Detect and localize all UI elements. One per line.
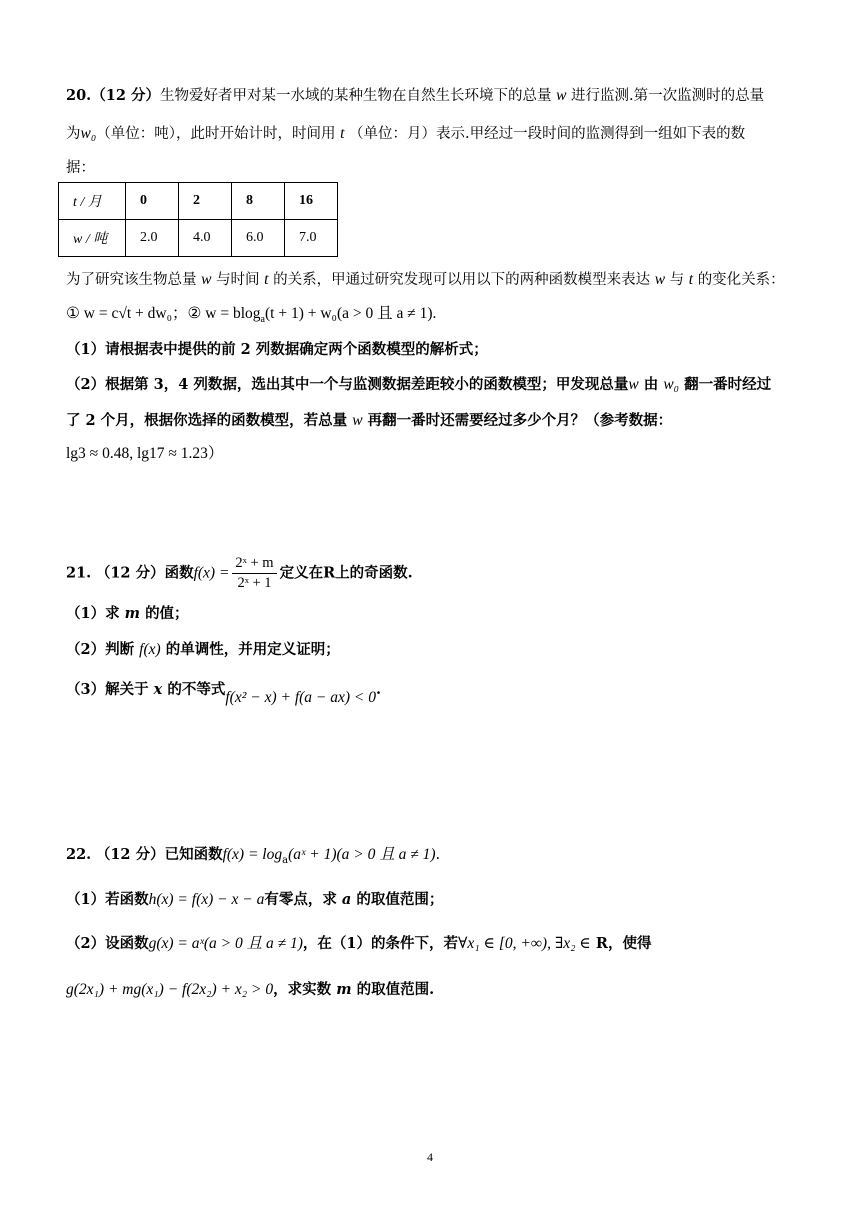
q20-part1: （1）请根据表中提供的前 2 列数据确定两个函数模型的解析式； bbox=[66, 341, 488, 358]
q21-part3 bbox=[66, 680, 806, 706]
text: 了 2 个月，根据你选择的函数模型，若总量 bbox=[66, 412, 348, 429]
period: . bbox=[432, 305, 437, 322]
q21-line1 bbox=[66, 554, 806, 593]
q21-number: 21. bbox=[66, 564, 92, 582]
var-w: w bbox=[654, 271, 666, 288]
var-t: t bbox=[264, 271, 269, 288]
q20-text: 生物爱好者甲对某一水域的某种生物在自然生长环境下的总量 bbox=[159, 88, 552, 104]
var-w: w bbox=[352, 412, 363, 429]
q22-score: （12 分）已知函数 bbox=[95, 846, 223, 863]
var-x: x bbox=[153, 681, 163, 698]
text: 为了研究该生物总量 bbox=[66, 272, 197, 288]
var-m: m bbox=[336, 981, 352, 998]
quantifier: ∀x₁ ∈ [0, +∞), ∃x₂ ∈ bbox=[458, 935, 591, 952]
period: . bbox=[435, 847, 441, 863]
text: 的取值范围. bbox=[356, 981, 435, 998]
q21-score: （12 分）函数 bbox=[95, 564, 194, 582]
q20-reference-data: lg3 ≈ 0.48, lg17 ≈ 1.23） bbox=[66, 445, 224, 462]
q20-text-b: 进行监测.第一次监测时的总量 bbox=[571, 88, 765, 104]
q20-part2-line1 bbox=[66, 375, 806, 395]
text: 上的奇函数. bbox=[335, 564, 413, 582]
q22-part2-line1 bbox=[66, 934, 806, 954]
q22-line1 bbox=[66, 845, 806, 871]
table-row bbox=[59, 220, 338, 257]
var-t: t bbox=[688, 271, 694, 288]
q21-part2 bbox=[66, 640, 806, 660]
text: （2）根据第 3，4 列数据，选出其中一个与监测数据差距较小的函数模型；甲发现总量 bbox=[66, 376, 629, 393]
q20-score: （12 分） bbox=[91, 87, 160, 104]
text: （1）求 bbox=[66, 605, 120, 622]
text: 的关系，甲通过研究发现可以用以下的两种函数模型来表达 bbox=[273, 272, 651, 288]
q21-part1 bbox=[66, 604, 806, 624]
table-cell: 16 bbox=[285, 183, 338, 220]
table-cell: 2 bbox=[179, 183, 232, 220]
table-cell: 2.0 bbox=[126, 220, 179, 257]
text: 的不等式 bbox=[167, 681, 226, 698]
text: 的变化关系： bbox=[697, 272, 785, 288]
var-w: w bbox=[628, 376, 639, 393]
q20-part2-line2 bbox=[66, 411, 806, 431]
model-1: ① w = c√t + dw₀ bbox=[66, 305, 172, 322]
var-t: t bbox=[340, 125, 345, 142]
text: 翻一番时经过 bbox=[684, 376, 772, 393]
text: ，在（1）的条件下，若 bbox=[302, 935, 459, 952]
data-table bbox=[58, 182, 338, 257]
h-def: h(x) = f(x) − x − a bbox=[148, 891, 265, 908]
q20-text: （单位：月）表示.甲经过一段时间的监测得到一组如下表的数 bbox=[349, 126, 746, 142]
text: 由 bbox=[643, 376, 659, 393]
set-R: R bbox=[323, 564, 336, 582]
set-R: R bbox=[595, 935, 608, 952]
q20-models bbox=[66, 304, 806, 330]
log-base: a bbox=[260, 314, 265, 326]
denominator: 2ˣ + 1 bbox=[237, 575, 272, 591]
text: 的取值范围； bbox=[356, 891, 444, 908]
period: . bbox=[376, 681, 382, 698]
text: 定义在 bbox=[279, 564, 324, 582]
table-row bbox=[59, 183, 338, 220]
table-header-t: t / 月 bbox=[59, 183, 126, 220]
var-w0: w₀ bbox=[80, 125, 97, 142]
condition: g(2x₁) + mg(x₁) − f(2x₂) + x₂ > 0 bbox=[66, 981, 274, 998]
text: 的单调性，并用定义证明； bbox=[165, 641, 340, 658]
table-cell: 8 bbox=[232, 183, 285, 220]
q22-part1 bbox=[66, 890, 806, 910]
inequality: f(x² − x) + f(a − ax) < 0 bbox=[225, 689, 377, 706]
text: 再翻一番时还需要经过多少个月？（参考数据： bbox=[367, 412, 673, 429]
q20-line1 bbox=[66, 86, 806, 106]
model-2-rest: (t + 1) + w₀(a > 0 且 a ≠ 1) bbox=[264, 305, 433, 322]
text: （3）解关于 bbox=[66, 681, 149, 698]
var-w: w bbox=[201, 271, 212, 288]
var-w: w bbox=[556, 87, 567, 104]
fx: f(x) bbox=[139, 641, 161, 658]
text: ，求实数 bbox=[273, 981, 332, 998]
text: 有零点，求 bbox=[264, 891, 337, 908]
table-cell: 4.0 bbox=[179, 220, 232, 257]
page-number: 4 bbox=[427, 1150, 433, 1164]
text: （2）判断 bbox=[66, 641, 135, 658]
text: 与 bbox=[669, 272, 685, 288]
q20-line2 bbox=[66, 124, 806, 144]
sep: ； bbox=[172, 305, 188, 322]
table-cell: 7.0 bbox=[285, 220, 338, 257]
table-header-w: w / 吨 bbox=[59, 220, 126, 257]
q20-after-table bbox=[66, 270, 806, 290]
q20-text: （单位：吨），此时开始计时，时间用 bbox=[96, 126, 336, 142]
text: 与时间 bbox=[216, 272, 260, 288]
q20-text: 为 bbox=[66, 126, 81, 142]
q20-line3: 据： bbox=[66, 160, 95, 176]
table-cell: 0 bbox=[126, 183, 179, 220]
text: ，使得 bbox=[607, 935, 652, 952]
q22-part2-line2 bbox=[66, 980, 806, 1000]
fx: f(x) = bbox=[193, 564, 230, 582]
g-def: g(x) = aˣ(a > 0 且 a ≠ 1) bbox=[148, 935, 303, 952]
table-cell: 6.0 bbox=[232, 220, 285, 257]
function-def-rest: (aˣ + 1)(a > 0 且 a ≠ 1) bbox=[288, 846, 436, 863]
q22-number: 22. bbox=[66, 846, 92, 863]
q20-number: 20. bbox=[66, 87, 92, 104]
var-a: a bbox=[341, 891, 352, 908]
var-w0: w₀ bbox=[663, 376, 680, 393]
text: （2）设函数 bbox=[66, 935, 149, 952]
model-2: ② w = blog bbox=[187, 305, 261, 322]
function-def: f(x) = log bbox=[222, 846, 283, 863]
numerator: 2ˣ + m bbox=[232, 554, 276, 574]
text: 的值； bbox=[145, 605, 189, 622]
fraction bbox=[232, 554, 276, 593]
text: （1）若函数 bbox=[66, 891, 149, 908]
var-m: m bbox=[124, 605, 140, 622]
log-base: a bbox=[282, 854, 289, 866]
